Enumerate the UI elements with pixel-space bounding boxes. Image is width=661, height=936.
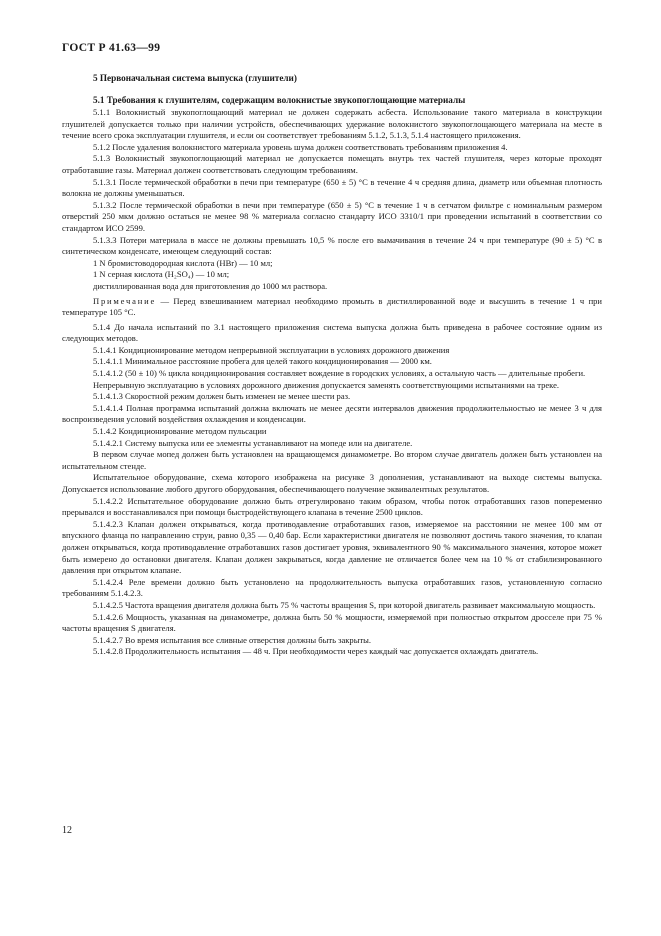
paragraph: 5.1.3.1 После термической обработки в печи при температуре (650 ± 5) °С в течение 4 ч средняя длина, диаметр или объемная плотность волокна не должны уменьшаться. (62, 176, 602, 199)
paragraph: 5.1.2 После удаления волокнистого материала уровень шума должен соответствовать требованиям приложения 4. (93, 141, 508, 152)
paragraph: 5.1.3.3 Потери материала в массе не должны превышать 10,5 % после его вымачивания в течение 24 ч при температуре (90 ± 5) °С в синтетическом конденсате, имеющем следующий состав: (62, 234, 602, 257)
note-label: Примечание (93, 295, 157, 306)
note (62, 296, 602, 319)
paragraph: 5.1.1 Волокнистый звукопоглощающий материал не должен содержать асбеста. Использование такого материала в конструкции глушителей допускается только при наличии устройств, обеспечивающих удержание волокнистого звукопоглощающего материала на месте в течение всего срока эксплуатации глушителя, и если он соответствует требованиям 5.1.2, 5.1.3, 5.1.4 настоящего приложения. (62, 107, 602, 141)
paragraph: 5.1.4.2 Кондиционирование методом пульсации (93, 426, 267, 437)
paragraph: 5.1.4.2.5 Частота вращения двигателя должна быть 75 % частоты вращения S, при которой двигатель развивает максимальную мощность. (93, 599, 596, 610)
paragraph: 5.1.4.1.4 Полная программа испытаний должна включать не менее десяти интервалов движения продолжительностью не менее 3 ч для воспроизведения условий воздействия охлаждения и конденсации. (62, 402, 602, 425)
paragraph: Испытательное оборудование, схема которого изображена на рисунке 3 дополнения, устанавливают на выходе системы выпуска. Допускается использование любого другого оборудования, обеспечивающего получение эквивалентных результатов. (62, 472, 602, 494)
paragraph: 5.1.4.2.7 Во время испытания все сливные отверстия должны быть закрыты. (93, 634, 372, 645)
page-header: ГОСТ Р 41.63—99 (62, 42, 161, 54)
paragraph: 5.1.4.1.3 Скоростной режим должен быть изменен не менее шести раз. (93, 391, 351, 402)
paragraph: Непрерывную эксплуатацию в условиях дорожного движения допускается заменять соответствующими испытаниями на треке. (93, 379, 560, 390)
document-page (62, 42, 602, 658)
paragraph: 5.1.3 Волокнистый звукопоглощающий материал не допускается помещать внутрь тех частей глушителя, через которые проходят отработавшие газы. Материал должен соответствовать следующим требованиям. (62, 153, 602, 175)
paragraph: 5.1.4.1.2 (50 ± 10) % цикла кондиционирования составляет вождение в городских условиях, а остальную часть — длительные пробеги. (93, 368, 586, 379)
paragraph: В первом случае мопед должен быть установлен на вращающемся динамометре. Во втором случае двигатель должен быть установлен на испытательном стенде. (62, 449, 602, 471)
paragraph: 5.1.4.2.6 Мощность, указанная на динамометре, должна быть 50 % мощности, измеряемой при полностью открытом дросселе при 75 % частоты вращения S двигателя. (62, 611, 602, 634)
composition-item: 1 N серная кислота (H₂SO₄) — 10 мл; (93, 269, 230, 280)
subsection-title: 5.1 Требования к глушителям, содержащим волокнистые звукопоглощающие материалы (93, 95, 466, 105)
paragraph: 5.1.4.1 Кондиционирование методом непрерывной эксплуатации в условиях дорожного движения (93, 344, 450, 355)
paragraph: 5.1.4.2.1 Систему выпуска или ее элементы устанавливают на мопеде или на двигателе. (93, 437, 413, 448)
page-number: 12 (62, 825, 72, 836)
paragraph: 5.1.3.2 После термической обработки в печи при температуре (650 ± 5) °С в течение 1 ч в сетчатом фильтре с номинальным размером отверстий 250 мкм должно остаться не менее 98 % материала согласно стандарту ИСО 3310/1 при проведении испытаний в соответствии со стандартом ИСО 2599. (62, 199, 602, 233)
paragraph: 5.1.4 До начала испытаний по 3.1 настоящего приложения система выпуска должна быть приведена в рабочее состояние одним из следующих методов. (62, 321, 602, 344)
paragraph: 5.1.4.2.4 Реле времени должно быть установлено на продолжительность выпуска отработавших газов, установленную согласно требованиям 5.1.4.2.3. (62, 576, 602, 599)
composition-item: дистиллированная вода для приготовления до 1000 мл раствора. (93, 280, 328, 291)
paragraph: 5.1.4.2.8 Продолжительность испытания — 48 ч. При необходимости через каждый час допускается охлаждать двигатель. (93, 646, 539, 657)
document-body (62, 107, 602, 658)
composition-item: 1 N бромистоводородная кислота (HBr) — 10 мл; (93, 257, 273, 268)
paragraph: 5.1.4.2.2 Испытательное оборудование должно быть отрегулировано таким образом, чтобы поток отработавших газов попеременно прерывался и восстанавливался при помощи быстродействующего клапана в течение 2500 циклов. (62, 495, 602, 518)
section-title: 5 Первоначальная система выпуска (глушители) (93, 73, 297, 83)
note-text: — Перед взвешиванием материал необходимо промыть в дистиллированной воде и высушить в течение 1 ч при температуре 105 °С. (62, 295, 602, 318)
paragraph: 5.1.4.2.3 Клапан должен открываться, когда противодавление отработавших газов, измеряемое на расстоянии не менее 100 мм от впускного фланца по направлению струи, равно 0,35 — 0,40 бар. Если характеристики двигателя не позволяют достичь такого значения, то клапан должен открываться, когда противодавление отработавших газов достигает уровня, эквивалентного 90 % максимального значения, которое может быть измерено до остановки двигателя. Клапан должен закрываться, когда давление не отличается более чем на 10 % от стабилизированного давления при открытом клапане. (62, 518, 602, 576)
paragraph: 5.1.4.1.1 Минимальное расстояние пробега для целей такого кондиционирования — 2000 км. (93, 356, 432, 367)
